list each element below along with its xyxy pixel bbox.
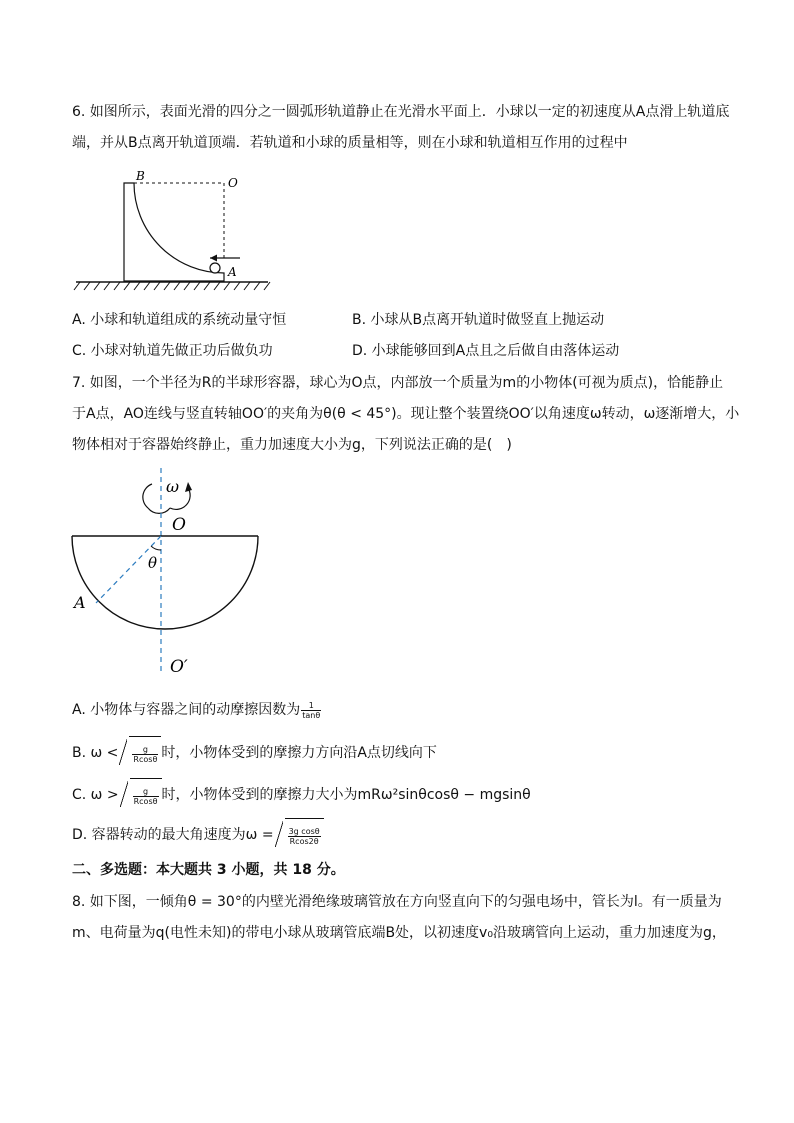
q6-option-d: D. 小球能够回到A点且之后做自由落体运动 (352, 343, 620, 359)
q7-option-d-num: 3g cosθ (288, 826, 320, 836)
q7-option-c-pre: C. ω > (72, 787, 119, 803)
q6-option-b: B. 小球从B点离开轨道时做竖直上抛运动 (352, 312, 605, 328)
q6-text-line2: 端，并从B点离开轨道顶端．若轨道和小球的质量相等，则在小球和轨道相互作用的过程中 (72, 135, 628, 151)
q7-label-a: A (74, 593, 86, 612)
q8-text-line2: m、电荷量为q(电性未知)的带电小球从玻璃管底端B处，以初速度v₀沿玻璃管向上运动，重力加速度为g， (72, 925, 726, 941)
q7-option-c-post: 时，小物体受到的摩擦力大小为mRω²sinθcosθ − mgsinθ (161, 787, 531, 803)
section-heading-multiple-choice: 二、多选题：本大题共 3 小题，共 18 分。 (72, 862, 345, 878)
q7-option-d (72, 818, 324, 852)
q7-text-line1: 7. 如图，一个半径为R的半球形容器，球心为O点，内部放一个质量为m的小物体(可视为质点)，恰能静止 (72, 375, 724, 391)
q7-option-d-den: Rcos2θ (289, 836, 319, 846)
q7-option-b-num: g (132, 745, 158, 755)
q6-text-line1: 6. 如图所示，表面光滑的四分之一圆弧形轨道静止在光滑水平面上．小球以一定的初速度从A点滑上轨道底 (72, 104, 730, 120)
q7-text-line2: 于A点，AO连线与竖直转轴OO′的夹角为θ(θ < 45°)。现让整个装置绕OO′以角速度ω转动，ω逐渐增大，小 (72, 406, 740, 422)
q7-option-a-fraction (301, 701, 321, 720)
q7-option-b-den: Rcosθ (133, 754, 158, 764)
q6-label-o: O (228, 176, 238, 190)
q7-figure-hemisphere (66, 468, 276, 683)
q7-option-c-sqrt (120, 778, 162, 812)
q7-option-b-sqrt (119, 736, 161, 770)
q6-option-c: C. 小球对轨道先做正功后做负功 (72, 343, 273, 359)
q7-label-o-prime: O′ (170, 657, 188, 677)
q7-option-a (72, 700, 322, 720)
q7-option-a-text: A. 小物体与容器之间的动摩擦因数为 (72, 702, 301, 718)
q7-option-b (72, 736, 437, 770)
q6-label-a: A (228, 265, 237, 279)
q7-option-c-num: g (133, 787, 159, 797)
q7-option-b-post: 时，小物体受到的摩擦力方向沿A点切线向下 (161, 745, 437, 761)
q7-option-a-num: 1 (301, 701, 321, 711)
q7-option-c-den: Rcosθ (133, 796, 158, 806)
q6-option-a: A. 小球和轨道组成的系统动量守恒 (72, 312, 287, 328)
q7-option-d-pre: D. 容器转动的最大角速度为ω = (72, 827, 274, 843)
q6-label-b: B (136, 169, 145, 183)
q8-text-line1: 8. 如下图，一倾角θ = 30°的内壁光滑绝缘玻璃管放在方向竖直向下的匀强电场中，管长为l。有一质量为 (72, 894, 722, 910)
q7-option-b-pre: B. ω < (72, 745, 119, 761)
q7-option-d-sqrt (275, 818, 324, 852)
q7-option-c (72, 778, 531, 812)
q7-text-line3: 物体相对于容器始终静止，重力加速度大小为g，下列说法正确的是( ) (72, 437, 512, 453)
q7-option-a-den: tanθ (302, 710, 321, 720)
q7-label-theta: θ (148, 554, 158, 572)
q7-label-omega: ω (166, 477, 180, 496)
q7-label-o: O (172, 515, 186, 535)
q6-figure-track (76, 170, 276, 295)
